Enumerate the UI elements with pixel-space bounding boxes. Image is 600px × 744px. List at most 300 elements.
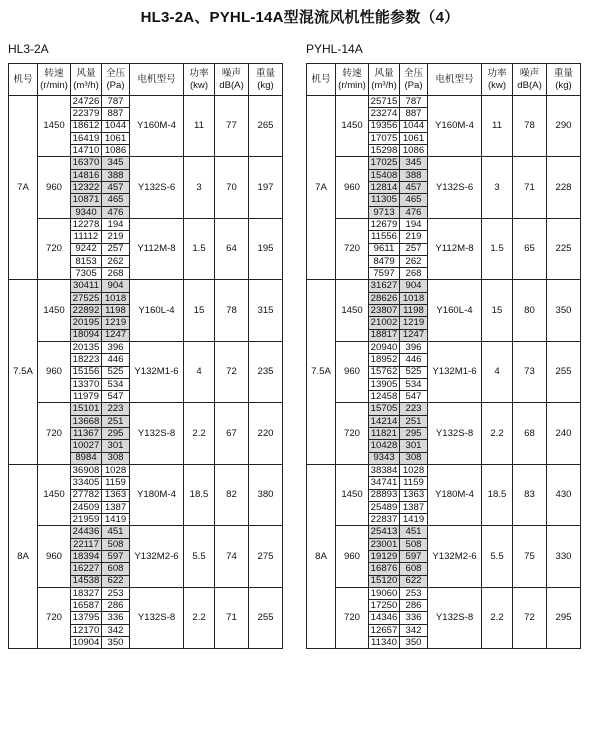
pressure-cell: 476 <box>102 206 130 218</box>
power-cell: 2.2 <box>482 403 513 464</box>
motor-model-cell: Y132S-6 <box>428 157 482 218</box>
power-cell: 2.2 <box>482 587 513 648</box>
header-model-no: 机号 <box>307 64 336 96</box>
flow-cell: 23807 <box>369 305 400 317</box>
power-cell: 5.5 <box>482 526 513 587</box>
pressure-cell: 262 <box>102 255 130 267</box>
pressure-cell: 1219 <box>102 317 130 329</box>
flow-cell: 15705 <box>369 403 400 415</box>
flow-cell: 15298 <box>369 145 400 157</box>
motor-model-cell: Y132M1-6 <box>428 341 482 402</box>
power-cell: 4 <box>184 341 215 402</box>
pressure-cell: 525 <box>102 366 130 378</box>
noise-cell: 65 <box>513 218 547 279</box>
header-pressure-line: 全压 <box>403 67 424 79</box>
speed-cell: 960 <box>336 341 369 402</box>
pressure-cell: 622 <box>102 575 130 587</box>
noise-cell: 78 <box>215 280 249 341</box>
pressure-cell: 465 <box>102 194 130 206</box>
flow-cell: 10871 <box>71 194 102 206</box>
header-flow-line: 风量 <box>374 67 394 79</box>
pressure-cell: 451 <box>102 526 130 538</box>
motor-model-cell: Y132S-8 <box>428 587 482 648</box>
motor-model-cell: Y132M2-6 <box>130 526 184 587</box>
pressure-cell: 257 <box>102 243 130 255</box>
flow-cell: 14346 <box>369 612 400 624</box>
power-cell: 11 <box>184 96 215 157</box>
table-row <box>9 403 283 415</box>
flow-cell: 20195 <box>71 317 102 329</box>
flow-cell: 11556 <box>369 231 400 243</box>
motor-model-cell: Y132M2-6 <box>428 526 482 587</box>
table-row <box>307 96 581 108</box>
noise-cell: 83 <box>513 464 547 525</box>
pressure-cell: 1387 <box>400 501 428 513</box>
motor-model-cell: Y132S-8 <box>130 403 184 464</box>
pressure-cell: 1028 <box>102 464 130 476</box>
table-row <box>9 526 283 538</box>
header-weight-line: (kg) <box>257 79 274 91</box>
pressure-cell: 1061 <box>102 132 130 144</box>
flow-cell: 11367 <box>71 428 102 440</box>
header-row <box>9 64 283 96</box>
pressure-cell: 1247 <box>102 329 130 341</box>
power-cell: 11 <box>482 96 513 157</box>
flow-cell: 12322 <box>71 182 102 194</box>
speed-cell: 720 <box>336 587 369 648</box>
pressure-cell: 251 <box>102 415 130 427</box>
pressure-cell: 342 <box>400 624 428 636</box>
table-row <box>9 218 283 230</box>
flow-cell: 15120 <box>369 575 400 587</box>
pressure-cell: 388 <box>102 169 130 181</box>
flow-cell: 16227 <box>71 563 102 575</box>
noise-cell: 71 <box>215 587 249 648</box>
motor-model-cell: Y160M-4 <box>130 96 184 157</box>
flow-cell: 18094 <box>71 329 102 341</box>
noise-cell: 77 <box>215 96 249 157</box>
pressure-cell: 396 <box>102 341 130 353</box>
table-row <box>9 464 283 476</box>
flow-cell: 12814 <box>369 182 400 194</box>
header-weight <box>547 64 581 96</box>
power-cell: 18.5 <box>482 464 513 525</box>
page-title: HL3-2A、PYHL-14A型混流风机性能参数（4） <box>140 9 460 26</box>
table-row <box>307 526 581 538</box>
flow-cell: 12657 <box>369 624 400 636</box>
flow-cell: 10428 <box>369 440 400 452</box>
flow-cell: 28626 <box>369 292 400 304</box>
weight-cell: 228 <box>547 157 581 218</box>
flow-cell: 23274 <box>369 108 400 120</box>
header-speed <box>38 64 71 96</box>
pressure-cell: 787 <box>400 96 428 108</box>
header-noise-line: 噪声 <box>221 67 242 79</box>
flow-cell: 24726 <box>71 96 102 108</box>
flow-cell: 14710 <box>71 145 102 157</box>
table-row <box>9 157 283 169</box>
pressure-cell: 1219 <box>400 317 428 329</box>
table-row <box>307 280 581 292</box>
flow-cell: 12679 <box>369 218 400 230</box>
pressure-cell: 345 <box>102 157 130 169</box>
pressure-cell: 253 <box>102 587 130 599</box>
pressure-cell: 534 <box>400 378 428 390</box>
header-flow-line: (m³/h) <box>371 79 397 91</box>
pressure-cell: 1247 <box>400 329 428 341</box>
table-row <box>307 341 581 353</box>
flow-cell: 18952 <box>369 354 400 366</box>
pressure-cell: 476 <box>400 206 428 218</box>
pressure-cell: 887 <box>400 108 428 120</box>
flow-cell: 27525 <box>71 292 102 304</box>
motor-model-cell: Y160L-4 <box>130 280 184 341</box>
flow-cell: 7305 <box>71 268 102 280</box>
noise-cell: 71 <box>513 157 547 218</box>
motor-model-cell: Y112M-8 <box>130 218 184 279</box>
flow-cell: 18327 <box>71 587 102 599</box>
speed-cell: 1450 <box>336 464 369 525</box>
flow-cell: 27782 <box>71 489 102 501</box>
pressure-cell: 1018 <box>400 292 428 304</box>
flow-cell: 21002 <box>369 317 400 329</box>
flow-cell: 11821 <box>369 428 400 440</box>
pressure-cell: 350 <box>102 637 130 649</box>
noise-cell: 74 <box>215 526 249 587</box>
pressure-cell: 1198 <box>102 305 130 317</box>
speed-cell: 1450 <box>38 96 71 157</box>
flow-cell: 19356 <box>369 120 400 132</box>
weight-cell: 330 <box>547 526 581 587</box>
flow-cell: 22892 <box>71 305 102 317</box>
flow-cell: 9713 <box>369 206 400 218</box>
header-row <box>307 64 581 96</box>
flow-cell: 23001 <box>369 538 400 550</box>
pressure-cell: 1198 <box>400 305 428 317</box>
pressure-cell: 597 <box>400 550 428 562</box>
weight-cell: 255 <box>547 341 581 402</box>
pressure-cell: 904 <box>400 280 428 292</box>
header-noise-line: dB(A) <box>219 79 244 91</box>
power-cell: 3 <box>482 157 513 218</box>
noise-cell: 73 <box>513 341 547 402</box>
flow-cell: 19060 <box>369 587 400 599</box>
weight-cell: 220 <box>249 403 283 464</box>
flow-cell: 14816 <box>71 169 102 181</box>
pressure-cell: 1363 <box>102 489 130 501</box>
pressure-cell: 345 <box>400 157 428 169</box>
table-row <box>307 587 581 599</box>
flow-cell: 33405 <box>71 477 102 489</box>
flow-cell: 8984 <box>71 452 102 464</box>
pressure-cell: 308 <box>102 452 130 464</box>
flow-cell: 11112 <box>71 231 102 243</box>
flow-cell: 15762 <box>369 366 400 378</box>
pressure-cell: 1028 <box>400 464 428 476</box>
table-row <box>307 464 581 476</box>
weight-cell: 197 <box>249 157 283 218</box>
pressure-cell: 608 <box>400 563 428 575</box>
flow-cell: 12278 <box>71 218 102 230</box>
power-cell: 4 <box>482 341 513 402</box>
flow-cell: 17250 <box>369 600 400 612</box>
header-speed <box>336 64 369 96</box>
noise-cell: 80 <box>513 280 547 341</box>
pressure-cell: 268 <box>400 268 428 280</box>
flow-cell: 9340 <box>71 206 102 218</box>
motor-model-cell: Y180M-4 <box>130 464 184 525</box>
flow-cell: 16876 <box>369 563 400 575</box>
speed-cell: 960 <box>38 157 71 218</box>
header-pressure-line: (Pa) <box>106 79 125 91</box>
flow-cell: 16587 <box>71 600 102 612</box>
speed-cell: 720 <box>336 218 369 279</box>
pressure-cell: 1387 <box>102 501 130 513</box>
pressure-cell: 223 <box>400 403 428 415</box>
pressure-cell: 1044 <box>102 120 130 132</box>
pressure-cell: 1419 <box>400 514 428 526</box>
speed-cell: 960 <box>336 526 369 587</box>
flow-cell: 34741 <box>369 477 400 489</box>
pressure-cell: 446 <box>102 354 130 366</box>
pressure-cell: 534 <box>102 378 130 390</box>
pressure-cell: 1363 <box>400 489 428 501</box>
flow-cell: 36908 <box>71 464 102 476</box>
pressure-cell: 286 <box>400 600 428 612</box>
speed-cell: 720 <box>336 403 369 464</box>
power-cell: 2.2 <box>184 403 215 464</box>
pressure-cell: 547 <box>102 391 130 403</box>
pressure-cell: 457 <box>400 182 428 194</box>
header-weight-line: (kg) <box>555 79 572 91</box>
pressure-cell: 350 <box>400 637 428 649</box>
motor-model-cell: Y160L-4 <box>428 280 482 341</box>
noise-cell: 68 <box>513 403 547 464</box>
header-speed-line: (r/min) <box>40 79 68 91</box>
weight-cell: 275 <box>249 526 283 587</box>
pressure-cell: 508 <box>102 538 130 550</box>
weight-cell: 315 <box>249 280 283 341</box>
power-cell: 2.2 <box>184 587 215 648</box>
pressure-cell: 608 <box>102 563 130 575</box>
header-weight-line: 重量 <box>255 67 276 79</box>
flow-cell: 9343 <box>369 452 400 464</box>
speed-cell: 960 <box>38 341 71 402</box>
flow-cell: 13795 <box>71 612 102 624</box>
weight-cell: 225 <box>547 218 581 279</box>
flow-cell: 16419 <box>71 132 102 144</box>
flow-cell: 38384 <box>369 464 400 476</box>
model-number-cell: 8A <box>307 464 336 648</box>
speed-cell: 1450 <box>336 280 369 341</box>
flow-cell: 22837 <box>369 514 400 526</box>
noise-cell: 64 <box>215 218 249 279</box>
flow-cell: 11305 <box>369 194 400 206</box>
weight-cell: 240 <box>547 403 581 464</box>
power-cell: 18.5 <box>184 464 215 525</box>
noise-cell: 78 <box>513 96 547 157</box>
header-flow-line: (m³/h) <box>73 79 99 91</box>
weight-cell: 295 <box>547 587 581 648</box>
pressure-cell: 787 <box>102 96 130 108</box>
pressure-cell: 251 <box>400 415 428 427</box>
flow-cell: 21959 <box>71 514 102 526</box>
motor-model-cell: Y132S-8 <box>130 587 184 648</box>
pressure-cell: 308 <box>400 452 428 464</box>
power-cell: 5.5 <box>184 526 215 587</box>
pressure-cell: 1419 <box>102 514 130 526</box>
pressure-cell: 904 <box>102 280 130 292</box>
pressure-cell: 301 <box>400 440 428 452</box>
table-label-pyhl-14a: PYHL-14A <box>306 42 363 56</box>
header-pressure-line: 全压 <box>105 67 126 79</box>
header-noise <box>215 64 249 96</box>
motor-model-cell: Y132S-8 <box>428 403 482 464</box>
header-power <box>184 64 215 96</box>
motor-model-cell: Y180M-4 <box>428 464 482 525</box>
pressure-cell: 342 <box>102 624 130 636</box>
flow-cell: 14538 <box>71 575 102 587</box>
header-noise-line: 噪声 <box>519 67 540 79</box>
header-flow <box>71 64 102 96</box>
flow-cell: 11340 <box>369 637 400 649</box>
power-cell: 1.5 <box>482 218 513 279</box>
table-row <box>307 403 581 415</box>
weight-cell: 255 <box>249 587 283 648</box>
motor-model-cell: Y132S-6 <box>130 157 184 218</box>
weight-cell: 430 <box>547 464 581 525</box>
pressure-cell: 508 <box>400 538 428 550</box>
flow-cell: 12458 <box>369 391 400 403</box>
flow-cell: 20135 <box>71 341 102 353</box>
power-cell: 1.5 <box>184 218 215 279</box>
flow-cell: 13905 <box>369 378 400 390</box>
flow-cell: 10904 <box>71 637 102 649</box>
flow-cell: 20940 <box>369 341 400 353</box>
model-number-cell: 7A <box>9 96 38 280</box>
flow-cell: 25715 <box>369 96 400 108</box>
weight-cell: 235 <box>249 341 283 402</box>
pressure-cell: 388 <box>400 169 428 181</box>
speed-cell: 720 <box>38 587 71 648</box>
flow-cell: 15156 <box>71 366 102 378</box>
pressure-cell: 301 <box>102 440 130 452</box>
flow-cell: 15408 <box>369 169 400 181</box>
header-weight-line: 重量 <box>553 67 574 79</box>
flow-cell: 25489 <box>369 501 400 513</box>
flow-cell: 31627 <box>369 280 400 292</box>
flow-cell: 24436 <box>71 526 102 538</box>
header-power <box>482 64 513 96</box>
flow-cell: 19129 <box>369 550 400 562</box>
performance-table-hl3-2a <box>8 63 283 649</box>
noise-cell: 72 <box>513 587 547 648</box>
pressure-cell: 262 <box>400 255 428 267</box>
speed-cell: 960 <box>336 157 369 218</box>
speed-cell: 720 <box>38 218 71 279</box>
pressure-cell: 286 <box>102 600 130 612</box>
pressure-cell: 1159 <box>102 477 130 489</box>
pressure-cell: 457 <box>102 182 130 194</box>
header-model-no: 机号 <box>9 64 38 96</box>
power-cell: 15 <box>184 280 215 341</box>
header-flow <box>369 64 400 96</box>
flow-cell: 11979 <box>71 391 102 403</box>
header-weight <box>249 64 283 96</box>
pressure-cell: 194 <box>400 218 428 230</box>
header-flow-line: 风量 <box>76 67 96 79</box>
pressure-cell: 336 <box>400 612 428 624</box>
table-label-hl3-2a: HL3-2A <box>8 42 49 56</box>
flow-cell: 7597 <box>369 268 400 280</box>
header-motor: 电机型号 <box>428 64 482 96</box>
pressure-cell: 268 <box>102 268 130 280</box>
flow-cell: 22117 <box>71 538 102 550</box>
table-row <box>9 96 283 108</box>
pressure-cell: 219 <box>400 231 428 243</box>
header-motor: 电机型号 <box>130 64 184 96</box>
pressure-cell: 396 <box>400 341 428 353</box>
header-noise-line: dB(A) <box>517 79 542 91</box>
pressure-cell: 446 <box>400 354 428 366</box>
header-speed-line: 转速 <box>342 67 362 79</box>
noise-cell: 82 <box>215 464 249 525</box>
pressure-cell: 336 <box>102 612 130 624</box>
flow-cell: 18817 <box>369 329 400 341</box>
pressure-cell: 451 <box>400 526 428 538</box>
table-row <box>9 587 283 599</box>
model-number-cell: 7.5A <box>307 280 336 464</box>
flow-cell: 10027 <box>71 440 102 452</box>
noise-cell: 67 <box>215 403 249 464</box>
pressure-cell: 194 <box>102 218 130 230</box>
flow-cell: 30411 <box>71 280 102 292</box>
speed-cell: 1450 <box>336 96 369 157</box>
header-pressure-line: (Pa) <box>404 79 423 91</box>
table-row <box>9 280 283 292</box>
pressure-cell: 257 <box>400 243 428 255</box>
pressure-cell: 465 <box>400 194 428 206</box>
noise-cell: 72 <box>215 341 249 402</box>
flow-cell: 15101 <box>71 403 102 415</box>
motor-model-cell: Y112M-8 <box>428 218 482 279</box>
pressure-cell: 295 <box>400 428 428 440</box>
header-speed-line: (r/min) <box>338 79 366 91</box>
pressure-cell: 887 <box>102 108 130 120</box>
model-number-cell: 7.5A <box>9 280 38 464</box>
weight-cell: 350 <box>547 280 581 341</box>
flow-cell: 9242 <box>71 243 102 255</box>
speed-cell: 1450 <box>38 464 71 525</box>
flow-cell: 12170 <box>71 624 102 636</box>
pressure-cell: 1086 <box>102 145 130 157</box>
flow-cell: 17025 <box>369 157 400 169</box>
pressure-cell: 1018 <box>102 292 130 304</box>
noise-cell: 70 <box>215 157 249 218</box>
pressure-cell: 525 <box>400 366 428 378</box>
weight-cell: 380 <box>249 464 283 525</box>
speed-cell: 1450 <box>38 280 71 341</box>
flow-cell: 24509 <box>71 501 102 513</box>
pressure-cell: 622 <box>400 575 428 587</box>
header-noise <box>513 64 547 96</box>
pressure-cell: 1086 <box>400 145 428 157</box>
flow-cell: 28893 <box>369 489 400 501</box>
table-row <box>307 157 581 169</box>
model-number-cell: 8A <box>9 464 38 648</box>
speed-cell: 960 <box>38 526 71 587</box>
pressure-cell: 219 <box>102 231 130 243</box>
